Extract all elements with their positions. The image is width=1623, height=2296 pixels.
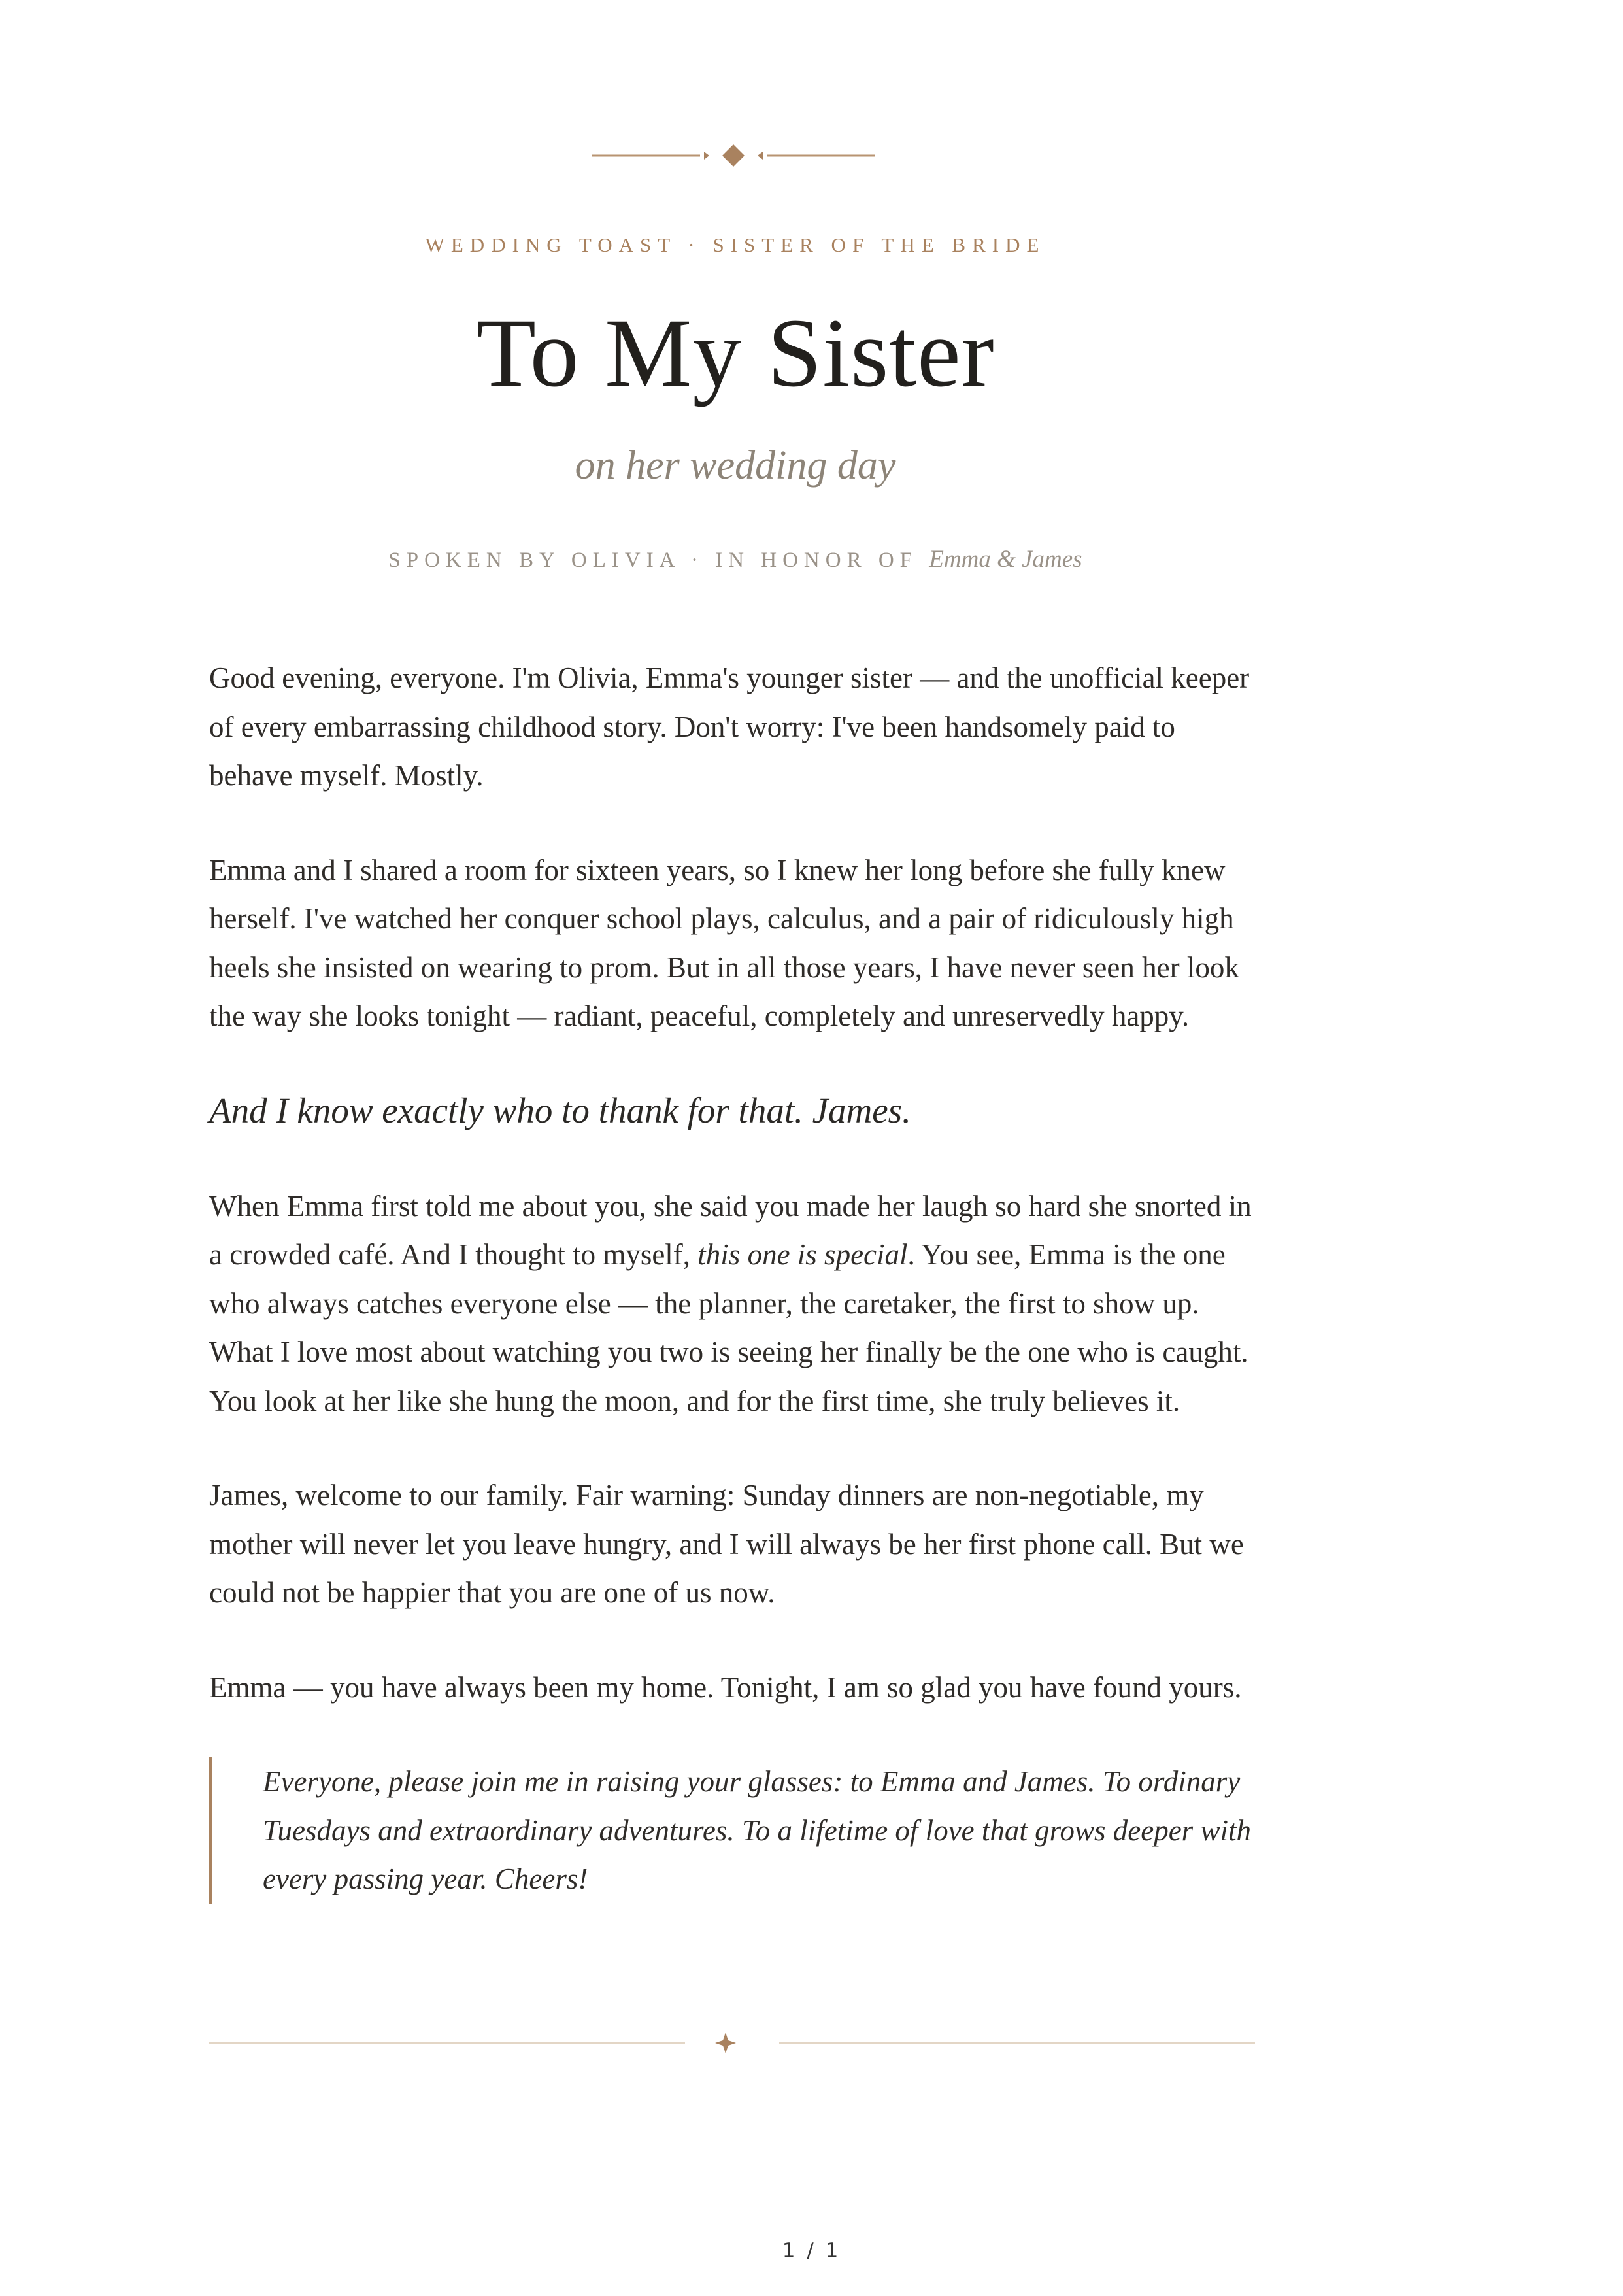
toast-body xyxy=(209,654,1255,1904)
byline-couple-names: Emma & James xyxy=(929,546,1082,573)
four-point-star-icon xyxy=(715,2033,736,2053)
page-number: 1 / 1 xyxy=(782,2239,841,2263)
diamond-divider-icon xyxy=(592,134,875,177)
footer-divider xyxy=(209,2030,1255,2056)
paragraph-shared-room: Emma and I shared a room for sixteen years, so I knew her long before she fully knew herself. I've watched her conquer school plays, calculus, and a pair of ridiculously high heels she insisted on wearing to prom. But in all those years, I have never seen her look the way she looks tonight — radiant, peaceful, completely and unreservedly happy. xyxy=(209,853,1239,1032)
pull-quote: And I know exactly who to thank for that. James. xyxy=(209,1090,911,1130)
byline xyxy=(0,545,1471,573)
paragraph-first-meeting xyxy=(209,1182,1255,1426)
paragraph-text: When Emma first told me about you, she said you made her laugh so hard she snorted in a crowded café. And I thought to myself, xyxy=(209,1189,1252,1271)
paragraph-emphasis: this one is special xyxy=(697,1238,908,1271)
paragraph-text: . You see, Emma is the one who always catches everyone else — the planner, the caretaker, the first to show up. What I love most about watching you two is seeing her finally be the one who is caught. You look at her like she hung the moon, and for the first time, she truly believes it. xyxy=(209,1238,1248,1417)
paragraph-opening: Good evening, everyone. I'm Olivia, Emma's younger sister — and the unofficial keeper of every embarrassing childhood story. Don't worry: I've been handsomely paid to behave myself. Mostly. xyxy=(209,662,1250,792)
page-title: To My Sister xyxy=(476,299,995,407)
paragraph-welcome: James, welcome to our family. Fair warning: Sunday dinners are non-negotiable, my mother will never let you leave hungry, and I will always be her first phone call. But we could not be happier that you are one of us now. xyxy=(209,1479,1244,1609)
byline-speaker: SPOKEN BY OLIVIA · IN HONOR OF xyxy=(388,549,918,572)
page-subtitle: on her wedding day xyxy=(575,443,896,488)
toast-eyebrow: WEDDING TOAST · SISTER OF THE BRIDE xyxy=(425,233,1046,256)
closing-toast-quote: Everyone, please join me in raising your glasses: to Emma and James. To ordinary Tuesdays and extraordinary adventures. To a lifetime of love that grows deeper with every passing year. Cheers! xyxy=(209,1757,1255,1904)
paragraph-home: Emma — you have always been my home. Tonight, I am so glad you have found yours. xyxy=(209,1670,1242,1704)
